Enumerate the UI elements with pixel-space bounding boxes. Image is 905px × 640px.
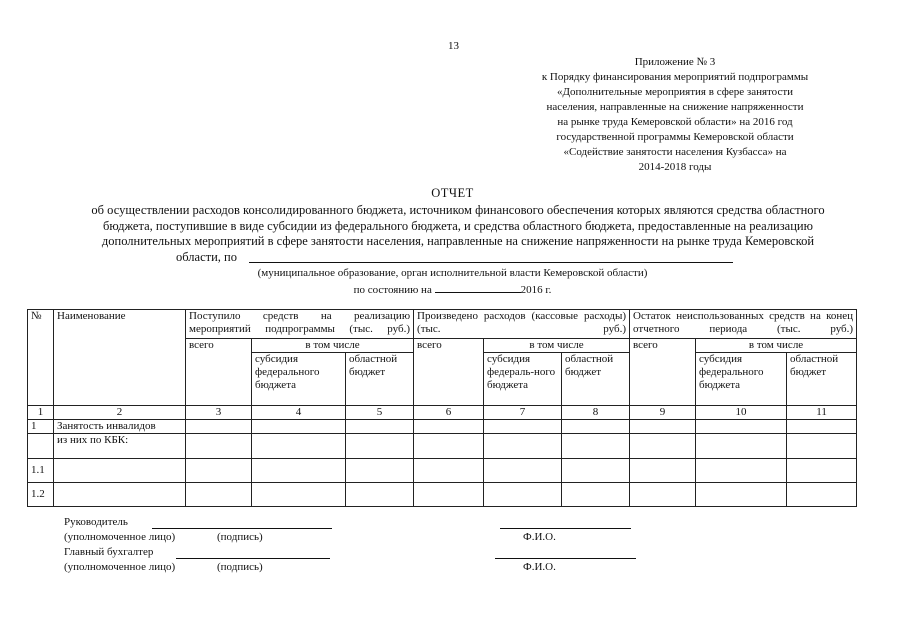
- report-title: ОТЧЕТ: [431, 186, 474, 200]
- column-number: 3: [186, 406, 252, 420]
- header-remaining: Остаток неиспользованных средств на конец отчетного периода (тыс. руб.): [630, 310, 857, 339]
- header-including: в том числе: [696, 339, 857, 353]
- authorized-caption: (уполномоченное лицо): [64, 561, 176, 573]
- header-total: всего: [414, 339, 484, 406]
- table-cell[interactable]: [484, 434, 562, 459]
- row-num: [28, 434, 54, 459]
- appendix-line: Приложение № 3: [634, 56, 716, 68]
- head-label: Руководитель: [64, 516, 128, 528]
- row-name: [54, 459, 186, 483]
- header-regional: областной бюджет: [787, 353, 857, 406]
- table-row: [28, 420, 857, 434]
- header-fed-subsidy: субсидия федераль-ного бюджета: [484, 353, 562, 406]
- table-row: [28, 434, 857, 459]
- accountant-label: Главный бухгалтер: [64, 546, 154, 558]
- header-including: в том числе: [484, 339, 630, 353]
- column-number: 8: [562, 406, 630, 420]
- table-cell[interactable]: [186, 434, 252, 459]
- authorized-caption: (уполномоченное лицо): [64, 531, 176, 543]
- appendix-line: на рынке труда Кемеровской области» на 2016 год: [557, 116, 793, 128]
- table-cell[interactable]: [252, 434, 346, 459]
- table-cell[interactable]: [346, 459, 414, 483]
- region-blank-field[interactable]: [249, 262, 733, 263]
- column-number: 11: [787, 406, 857, 420]
- header-spent: Произведено расходов (кассовые расходы) (тыс. руб.): [414, 310, 630, 339]
- column-number: 7: [484, 406, 562, 420]
- table-row: [28, 459, 857, 483]
- table-cell[interactable]: [787, 459, 857, 483]
- column-number: 6: [414, 406, 484, 420]
- header-fed-subsidy: субсидия федерального бюджета: [252, 353, 346, 406]
- region-prefix: области, по: [176, 250, 237, 264]
- signature-caption: (подпись): [217, 561, 263, 573]
- column-number: 2: [54, 406, 186, 420]
- header-received: Поступило средств на реализацию мероприятий подпрограммы (тыс. руб.): [186, 310, 414, 339]
- subtitle-line: дополнительных мероприятий в сфере занятости населения, направленные на снижение напряженности на рынке труда Кемеровской: [101, 234, 815, 248]
- table-cell[interactable]: [562, 434, 630, 459]
- column-number: 4: [252, 406, 346, 420]
- appendix-line: «Содействие занятости населения Кузбасса» на: [563, 146, 787, 158]
- table-cell[interactable]: [787, 434, 857, 459]
- header-total: всего: [186, 339, 252, 406]
- table-cell[interactable]: [346, 483, 414, 507]
- accountant-signature-line[interactable]: [176, 558, 330, 559]
- fio-caption: Ф.И.О.: [523, 531, 556, 543]
- date-line: [0, 282, 905, 296]
- row-name: [54, 483, 186, 507]
- column-number: 10: [696, 406, 787, 420]
- appendix-header: [480, 55, 870, 175]
- appendix-line: государственной программы Кемеровской области: [556, 131, 794, 143]
- subtitle-line: об осуществлении расходов консолидированного бюджета, источником финансового обеспечения которых являются средства областного: [91, 203, 825, 217]
- table-cell[interactable]: [484, 420, 562, 434]
- report-table: [27, 309, 857, 507]
- table-cell[interactable]: [186, 420, 252, 434]
- date-prefix: по состоянию на: [353, 284, 432, 296]
- header-num: №: [28, 310, 54, 406]
- appendix-line: населения, направленные на снижение напряженности: [546, 101, 804, 113]
- table-cell[interactable]: [787, 420, 857, 434]
- signature-caption: (подпись): [217, 531, 263, 543]
- table-cell[interactable]: [346, 434, 414, 459]
- table-cell[interactable]: [414, 459, 484, 483]
- table-cell[interactable]: [787, 483, 857, 507]
- head-fio-line[interactable]: [500, 528, 631, 529]
- table-cell[interactable]: [346, 420, 414, 434]
- row-name: Занятость инвалидов: [54, 420, 186, 434]
- table-cell[interactable]: [414, 434, 484, 459]
- row-name: из них по КБК:: [54, 434, 186, 459]
- table-cell[interactable]: [562, 459, 630, 483]
- table-cell[interactable]: [414, 483, 484, 507]
- report-subtitle: [28, 203, 888, 250]
- table-cell[interactable]: [414, 420, 484, 434]
- row-num: 1.2: [28, 483, 54, 507]
- header-regional: областной бюджет: [562, 353, 630, 406]
- table-cell[interactable]: [484, 483, 562, 507]
- column-number: 5: [346, 406, 414, 420]
- table-cell[interactable]: [562, 483, 630, 507]
- fio-caption: Ф.И.О.: [523, 561, 556, 573]
- date-suffix: 2016 г.: [520, 284, 552, 296]
- page-number: 13: [448, 40, 459, 52]
- table-cell[interactable]: [630, 483, 696, 507]
- appendix-line: к Порядку финансирования мероприятий подпрограммы: [541, 71, 809, 83]
- table-cell[interactable]: [696, 420, 787, 434]
- header-fed-subsidy: субсидия федерального бюджета: [696, 353, 787, 406]
- table-cell[interactable]: [186, 483, 252, 507]
- accountant-fio-line[interactable]: [495, 558, 636, 559]
- column-number: 1: [28, 406, 54, 420]
- table-cell[interactable]: [484, 459, 562, 483]
- table-cell[interactable]: [630, 434, 696, 459]
- subtitle-line: бюджета, поступившие в виде субсидии из федерального бюджета, и средства областного бюджета, предоставленные на реализацию: [103, 218, 813, 233]
- head-signature-line[interactable]: [152, 528, 332, 529]
- row-num: 1: [28, 420, 54, 434]
- header-name: Наименование: [54, 310, 186, 406]
- table-cell[interactable]: [252, 483, 346, 507]
- table-row: [28, 483, 857, 507]
- table-cell[interactable]: [252, 420, 346, 434]
- row-num: 1.1: [28, 459, 54, 483]
- table-cell[interactable]: [252, 459, 346, 483]
- table-cell[interactable]: [696, 483, 787, 507]
- table-cell[interactable]: [696, 434, 787, 459]
- appendix-line: «Дополнительные мероприятия в сфере занятости: [556, 86, 794, 98]
- header-regional: областной бюджет: [346, 353, 414, 406]
- date-blank-field[interactable]: [435, 282, 521, 293]
- table-cell[interactable]: [562, 420, 630, 434]
- header-total: всего: [630, 339, 696, 406]
- appendix-line: 2014-2018 годы: [638, 161, 712, 173]
- table-cell[interactable]: [630, 459, 696, 483]
- table-cell[interactable]: [630, 420, 696, 434]
- table-cell[interactable]: [186, 459, 252, 483]
- column-number: 9: [630, 406, 696, 420]
- region-caption: (муниципальное образование, орган исполнительной власти Кемеровской области): [257, 267, 648, 279]
- table-cell[interactable]: [696, 459, 787, 483]
- header-including: в том числе: [252, 339, 414, 353]
